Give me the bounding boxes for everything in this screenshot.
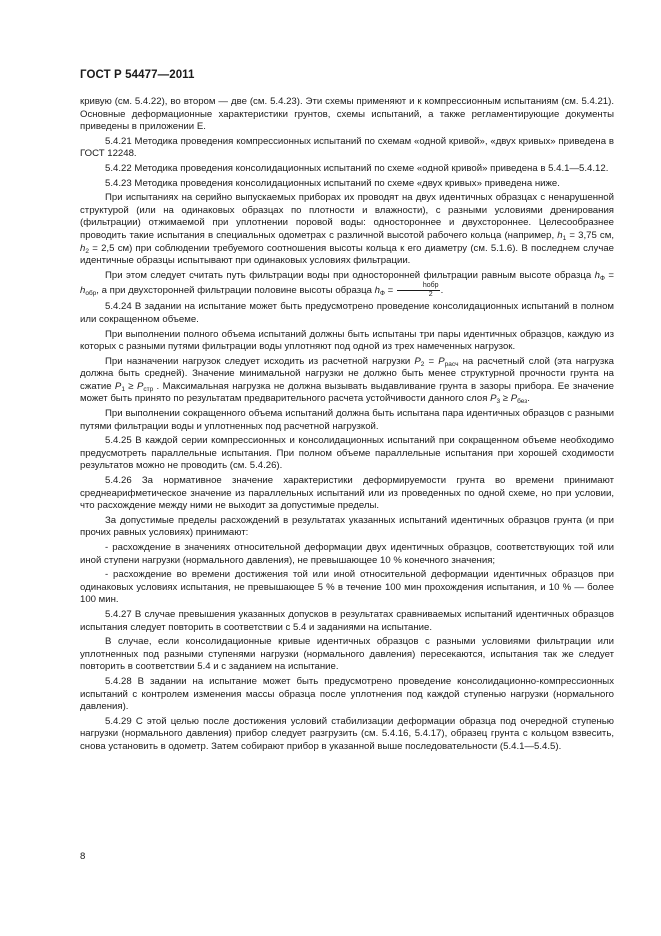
paragraph-filtration-path: При этом следует считать путь фильтрации воды при односторонней фильтрации равным высоте образца $h_Ф = h_{обр}$, а при двухсторонней фильтрации половине высоты образца $h_Ф$ = $\frac{\text{hобр}}{2}$ . [80,269,614,299]
paragraph-5-4-29: 5.4.29 С этой целью после достижения условий стабилизации деформации образца под очередной ступенью нагрузки (нормального давления) прибор следует разгрузить (см. 5.4.16, 5.4.17), образец грунта с кольцом взвесить, снова установить в одометр. Затем собирают прибор в указанной выше последовательности (5.4.1—5.4.5). [80,715,614,752]
paragraph-full-volume: При выполнении полного объема испытаний должны быть испытаны три пары идентичных образцов, каждую из которых с разными путями фильтрации воды уплотняют под одной из трех намеченных нагрузок. [80,328,614,353]
document-body [80,96,614,756]
paragraph-5-4-27: 5.4.27 В случае превышения указанных допусков в результатах сравниваемых испытаний идентичных образцов испытания следует повторить в соответствии с 5.4 и заданиями на испытание. [80,608,614,633]
paragraph-loads: При назначении нагрузок следует исходить из расчетной нагрузки $P_2 = P_{расч}$ на расчетный слой (эта нагрузка должна быть средней). Значение минимальной нагрузки не должно быть менее структурной прочности грунта на сжатие $P_1 \ge P_{стр}$ . Максимальная нагрузка не должна вызывать выдавливание грунта в зазоры прибора. Ее значение может быть принято по результатам предварительного расчета устойчивости данного слоя $P_3 \ge P_{без}$. [80,355,615,406]
paragraph-continuation: кривую (см. 5.4.22), во втором — две (см. 5.4.23). Эти схемы применяют и к компрессионным испытаниям (см. 5.4.21). Основные деформационные характеристики грунтов, схемы испытаний, а также регламентирующие документы приведены в приложении Е. [80,96,614,133]
paragraph-5-4-28: 5.4.28 В задании на испытание может быть предусмотрено проведение консолидационно-компрессионных испытаний с контролем изменения массы образца после уплотнения под каждой ступенью нагрузки (нормального давления). [80,675,614,713]
paragraph-5-4-26: 5.4.26 За нормативное значение характеристики деформируемости грунта во времени принимают среднеарифметическое значение из параллельных испытаний или из проведенных по одной схеме, но при условии, что расхождение между ними не выходит за допустимые пределы. [80,475,614,512]
paragraph-5-4-23: 5.4.23 Методика проведения консолидационных испытаний по схеме «двух кривых» приведена ниже. [105,177,560,189]
paragraph-5-4-21: 5.4.21 Методика проведения компрессионных испытаний по схемам «одной кривой», «двух кривых» приведена в ГОСТ 12248. [80,135,614,160]
list-item-time-tolerance: - расхождение во времени достижения той или иной относительной деформации идентичных образцов при одинаковых условиях испытания, не превышающее 5 % в течение 100 мин прохождения испытания, и 10 % — более 100 мин. [80,569,614,606]
paragraph-curves-intersect: В случае, если консолидационные кривые идентичных образцов с разными условиями фильтрации или уплотненных под разными ступенями нагрузки (нормального давления) пересекаются, испытания так же следует повторить в соответствии 5.4 и с заданием на испытание. [80,636,614,673]
paragraph-5-4-25: 5.4.25 В каждой серии компрессионных и консолидационных испытаний при сокращенном объеме необходимо предусмотреть параллельные испытания. При полном объеме параллельные испытания при хорошей сходимости результатов можно не проводить (см. 5.4.26). [80,435,614,472]
document-header: ГОСТ Р 54477—2011 [80,69,195,81]
paragraph-tolerances-intro: За допустимые пределы расхождений в результатах указанных испытаний идентичных образцов грунта (и при прочих равных условиях) принимают: [80,514,614,539]
fraction-half-height: $\frac{\text{hобр}}{2}$ [397,282,440,299]
paragraph-test-samples: При испытаниях на серийно выпускаемых приборах их проводят на двух идентичных образцах с ненарушенной структурой (или на одинаковых образцах по плотности и влажности), с разными условиями дренирования (фильтрации) отжимаемой при уплотнении поровой воды: одностороннее и двухстороннее. Целесообразнее проводить такие испытания в специальных одометрах с различной высотой рабочего кольца (например, $h_1 = 3,75$ см, $h_2 = 2,5$ см) при соблюдении требуемого соотношения высоты кольца к его диаметру (см. 5.1.6). В последнем случае идентичные образцы испытывают при одинаковых условиях фильтрации. [80,192,614,267]
paragraph-5-4-24: 5.4.24 В задании на испытание может быть предусмотрено проведение консолидационных испытаний в полном или сокращенном объеме. [80,301,614,325]
paragraph-reduced-volume: При выполнении сокращенного объема испытаний должна быть испытана пара идентичных образцов с разными путями фильтрации воды и уплотненных под расчетной нагрузкой. [80,408,614,432]
list-item-deformation-tolerance: - расхождение в значениях относительной деформации двух идентичных образцов, соответствующих той или иной ступени нагрузки (нормального давления), не превышающее 10 % конечного значения; [80,542,614,566]
page-number: 8 [80,851,86,862]
paragraph-5-4-22: 5.4.22 Методика проведения консолидационных испытаний по схеме «одной кривой» приведена в 5.4.1—5.4.12. [105,162,609,174]
